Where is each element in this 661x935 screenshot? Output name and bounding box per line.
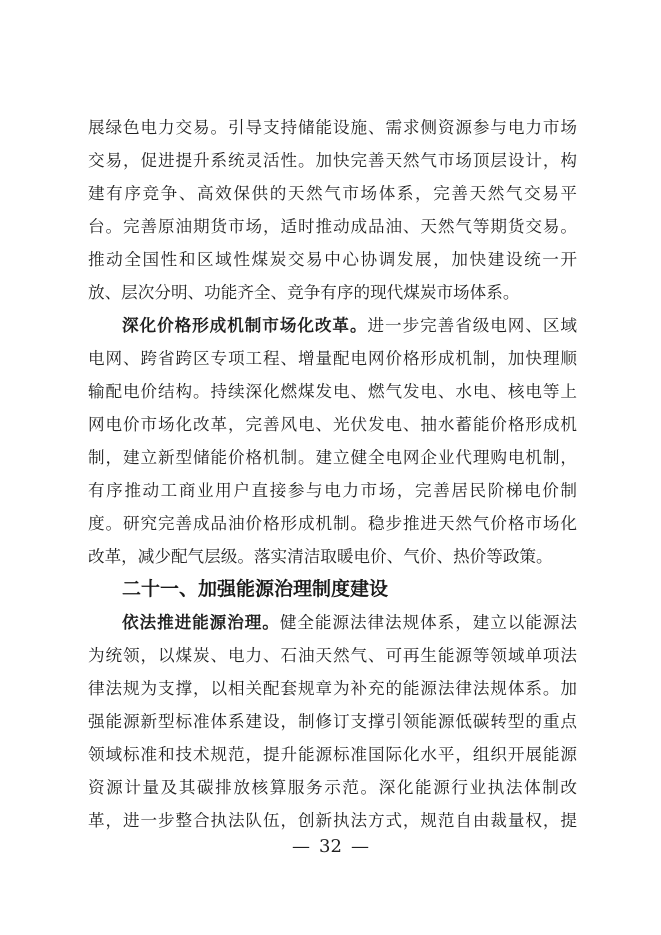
- page-number-dash: —: [350, 836, 369, 857]
- body-text: 健全能源法律法规体系，建立以能源法: [279, 613, 577, 632]
- body-line: 推动全国性和区域性煤炭交易中心协调发展，加快建设统一开: [88, 250, 577, 269]
- body-line: 资源计量及其碳排放核算服务示范。深化能源行业执法体制改: [88, 778, 577, 797]
- body-line: 领域标准和技术规范，提升能源标准国际化水平，组织开展能源: [88, 745, 577, 764]
- page-body: [88, 111, 577, 837]
- paragraph-lead: 深化价格形成机制市场化改革。: [122, 315, 368, 335]
- body-line: 电网、跨省跨区专项工程、增量配电网价格形成机制，加快理顺: [88, 349, 577, 368]
- body-line: 网电价市场化改革，完善风电、光伏发电、抽水蓄能价格形成机: [88, 415, 577, 434]
- page-number-dash: —: [292, 836, 311, 857]
- body-line: [88, 606, 577, 639]
- body-line: 为统领，以煤炭、电力、石油天然气、可再生能源等领域单项法: [88, 646, 577, 665]
- body-line: 有序推动工商业用户直接参与电力市场，完善居民阶梯电价制: [88, 481, 577, 500]
- body-line: 强能源新型标准体系建设，制修订支撑引领能源低碳转型的重点: [88, 712, 577, 731]
- paragraph-lead: 依法推进能源治理。: [122, 612, 280, 632]
- body-line: 展绿色电力交易。引导支持储能设施、需求侧资源参与电力市场: [88, 118, 577, 137]
- page-footer: [0, 836, 661, 858]
- body-line: 放、层次分明、功能齐全、竞争有序的现代煤炭市场体系。: [88, 283, 520, 302]
- body-line: 输配电价结构。持续深化燃煤发电、燃气发电、水电、核电等上: [88, 382, 577, 401]
- body-text: 进一步完善省级电网、区域: [367, 316, 577, 335]
- body-line: 交易，促进提升系统灵活性。加快完善天然气市场顶层设计，构: [88, 151, 577, 170]
- body-line: 律法规为支撑，以相关配套规章为补充的能源法律法规体系。加: [88, 679, 577, 698]
- body-line: 革，进一步整合执法队伍，创新执法方式，规范自由裁量权，提: [88, 811, 577, 830]
- body-line: [88, 309, 577, 342]
- page-number: 32: [319, 836, 342, 857]
- body-line: 台。完善原油期货市场，适时推动成品油、天然气等期货交易。: [88, 217, 577, 236]
- body-line: 改革，减少配气层级。落实清洁取暖电价、气价、热价等政策。: [88, 547, 553, 566]
- body-line: 建有序竞争、高效保供的天然气市场体系，完善天然气交易平: [88, 184, 577, 203]
- section-heading: 二十一、加强能源治理制度建设: [122, 578, 389, 600]
- body-line: 制，建立新型储能价格机制。建立健全电网企业代理购电机制，: [88, 448, 577, 467]
- body-line: 度。研究完善成品油价格形成机制。稳步推进天然气价格市场化: [88, 514, 577, 533]
